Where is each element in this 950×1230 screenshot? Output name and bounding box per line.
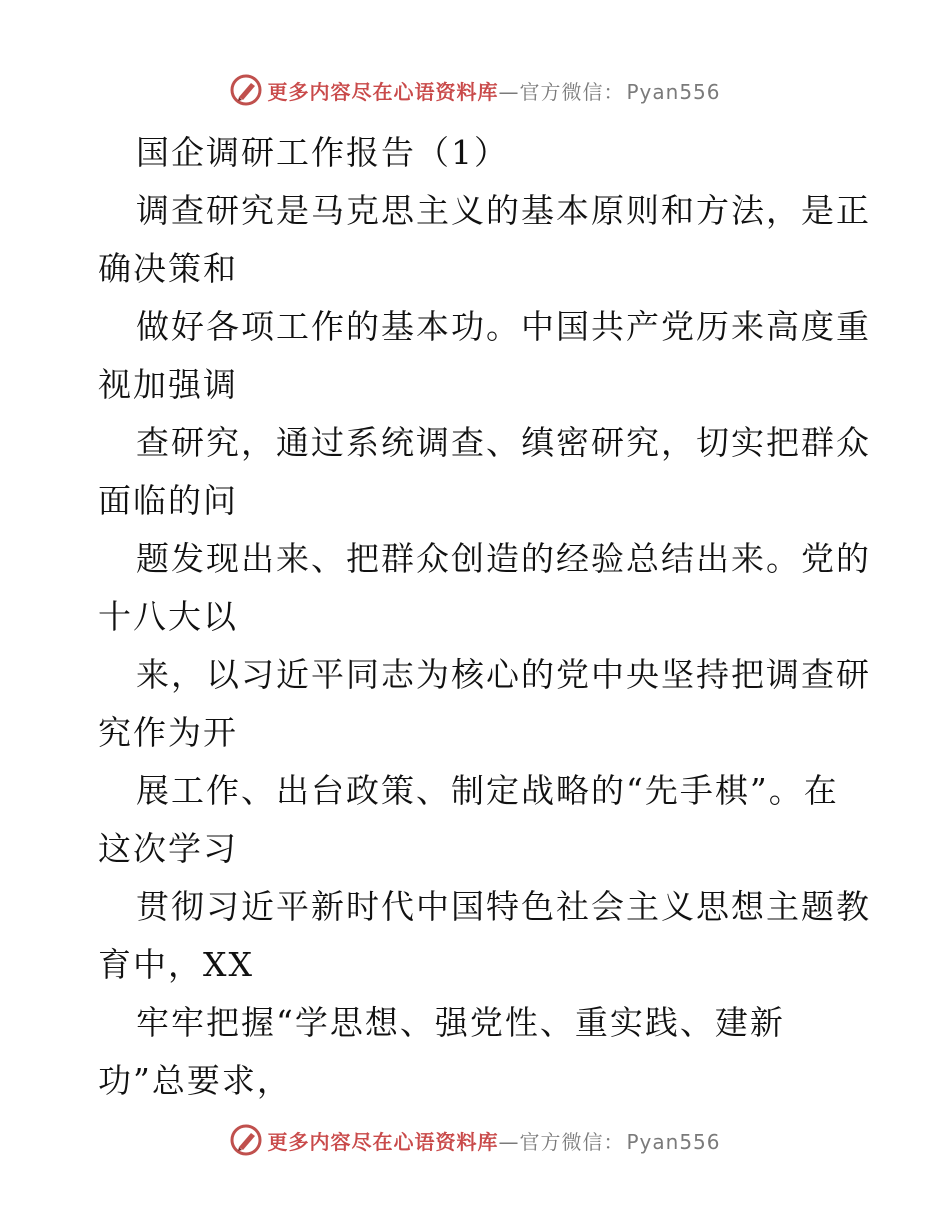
pen-logo-icon [229, 73, 263, 107]
text-line: 展工作、出台政策、制定战略的“先手棋”。在 [136, 771, 839, 810]
text-line: 查研究，通过系统调查、缜密研究，切实把群众 [136, 423, 871, 462]
text-line: 做好各项工作的基本功。中国共产党历来高度重 [136, 307, 871, 346]
text-line: 功”总要求， [98, 1061, 292, 1100]
text-line: 十八大以 [98, 597, 238, 636]
text-line: 究作为开 [98, 713, 238, 752]
document-body [98, 124, 871, 1110]
watermark-separator: —官方微信： [498, 79, 625, 104]
text-line: 牢牢把握“学思想、强党性、重实践、建新 [136, 1003, 785, 1042]
text-line: 调查研究是马克思主义的基本原则和方法，是正 [136, 191, 871, 230]
footer-watermark [0, 1120, 950, 1160]
watermark-account: Pyan556 [626, 1129, 721, 1154]
document-title: 国企调研工作报告（1） [136, 133, 509, 172]
header-watermark [0, 70, 950, 110]
text-line: 贯彻习近平新时代中国特色社会主义思想主题教 [136, 887, 871, 926]
text-line: 来，以习近平同志为核心的党中央坚持把调查研 [136, 655, 871, 694]
watermark-separator: —官方微信： [498, 1129, 625, 1154]
text-line: 题发现出来、把群众创造的经验总结出来。党的 [136, 539, 871, 578]
text-line: 视加强调 [98, 365, 238, 404]
watermark-brand: 更多内容尽在心语资料库 [267, 79, 499, 104]
text-line: 面临的问 [98, 481, 238, 520]
text-line: 这次学习 [98, 829, 238, 868]
watermark-brand: 更多内容尽在心语资料库 [267, 1129, 499, 1154]
pen-logo-icon [229, 1123, 263, 1157]
text-line: 育中，XX [98, 945, 254, 984]
watermark-account: Pyan556 [626, 79, 721, 104]
text-line: 确决策和 [98, 249, 238, 288]
